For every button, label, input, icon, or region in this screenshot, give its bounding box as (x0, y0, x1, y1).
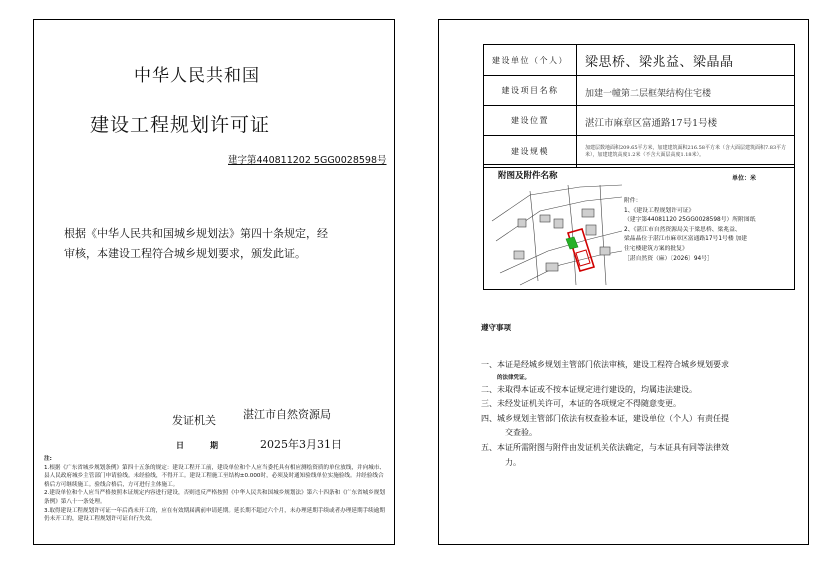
issuer-label: 发证机关 (172, 414, 216, 427)
note-item: 2.建设单位和个人应当严格按照本证规定内容进行建设，否则违反严格按照《中华人民共和国城乡规划法》第六十四条和《广东省城乡规划条例》第八十一条处理。 (44, 490, 385, 505)
matter-item-cont: 力。 (505, 457, 521, 467)
certificate-detail-page (438, 19, 809, 545)
row-label: 建设单位（个人） (484, 45, 577, 76)
matter-item: 五、本证所需附图与附件由发证机关依法确定，与本证具有同等法律效 (481, 442, 729, 452)
certificate-number: 建字第440811202 5GG0028598号 (228, 155, 387, 166)
matters-title: 遵守事项 (481, 323, 511, 332)
table-row (484, 45, 795, 76)
attachment-line: （建字第44081120 25GG0028598号）所附图纸 (624, 217, 756, 224)
issue-date: 2025年3月31日 (260, 438, 342, 451)
row-value (577, 106, 795, 136)
matter-item-cont: 交查验。 (505, 428, 537, 438)
table-row (484, 106, 795, 136)
notes-title: 注: (44, 456, 52, 462)
notes-block (44, 455, 386, 524)
note-item: 3.取得建设工程规划许可证一年后尚未开工的，应在有效期届满前申请延期。延长期不超过六个月，未办理延期手续或者办理延期手续逾期仍未开工的，建设工程规划许可证自行失效。 (44, 507, 385, 523)
row-label: 建设项目名称 (484, 76, 577, 106)
row-label: 建设规模 (484, 136, 577, 168)
row-value (577, 76, 795, 106)
attachment-line: 住宅楼建筑方案的批复》 (624, 245, 688, 252)
unit-label: 单位：米 (732, 175, 757, 182)
row-value (577, 136, 795, 168)
matter-item: 四、城乡规划主管部门依法有权查验本证，建设单位（个人）有责任提 (481, 413, 729, 423)
row-value (577, 45, 795, 76)
attachment-line: ［湛自然资（麻）〔2026〕94号］ (624, 255, 713, 262)
project-name: 加建一幢第二层框架结构住宅楼 (585, 89, 712, 99)
table-row (484, 136, 795, 168)
country-title: 中华人民共和国 (134, 66, 260, 86)
table-row (484, 76, 795, 106)
builder-name: 梁思桥、梁兆益、梁晶晶 (585, 54, 734, 70)
row-label: 建设位置 (484, 106, 577, 136)
attachment-line: 1、《建设工程规划许可证》 (624, 207, 695, 214)
certificate-title: 建设工程规划许可证 (90, 114, 271, 136)
attachment-title: 附图及附件名称 (498, 171, 558, 181)
project-info-table (483, 44, 795, 168)
date-label: 日期 (176, 440, 244, 450)
matters-list (481, 358, 801, 470)
attachment-line: 2、《湛江市自然资源局关于梁思桥、梁兆益、 (624, 226, 741, 233)
attachment-line: 梁晶晶位于湛江市麻章区富通路17号1号楼 加建 (624, 236, 748, 243)
attachment-section (483, 164, 795, 290)
matter-item: 二、未取得本证或不按本证规定进行建设的，均属违法建设。 (481, 384, 697, 394)
matter-item-cont: 的法律凭证。 (497, 374, 531, 381)
attachment-line: 附件： (624, 198, 642, 204)
attachment-list (624, 197, 789, 264)
site-boundary (566, 229, 594, 271)
project-location: 湛江市麻章区富通路17号1号楼 (585, 118, 718, 129)
note-item: 1.根据《广东省城乡规划条例》第四十五条的规定：建设工程开工前，建设单位和个人应当委托具有相应测绘资质的单位放线，并向城市、县人民政府城乡主管部门申请验线。未经验线，不得开工。建设工程施工至结构±0.000时，必须及时通知验线单位实施验线。并经验线合格后方可继续施工。验线合格后，方可进行主体施工。 (44, 464, 385, 488)
project-scale: 加建层数地面积209.65平方米，加建建筑面积216.58平方米（含大面层建筑面积7.83平方米），加建建筑高度1.2米（不含大面层高度1.18米）。 (585, 144, 787, 158)
issuer-value: 湛江市自然资源局 (243, 408, 331, 421)
matter-item: 三、未经发证机关许可，本证的各项规定不得随意变更。 (481, 399, 681, 409)
certificate-body: 根据《中华人民共和国城乡规划法》第四十条规定，经审核，本建设工程符合城乡规划要求，颁发此证。 (64, 227, 328, 260)
certificate-cover-page (33, 19, 395, 545)
site-plan-map (490, 181, 624, 287)
matter-item: 一、本证是经城乡规划主管部门依法审核，建设工程符合城乡规划要求 (481, 360, 729, 369)
